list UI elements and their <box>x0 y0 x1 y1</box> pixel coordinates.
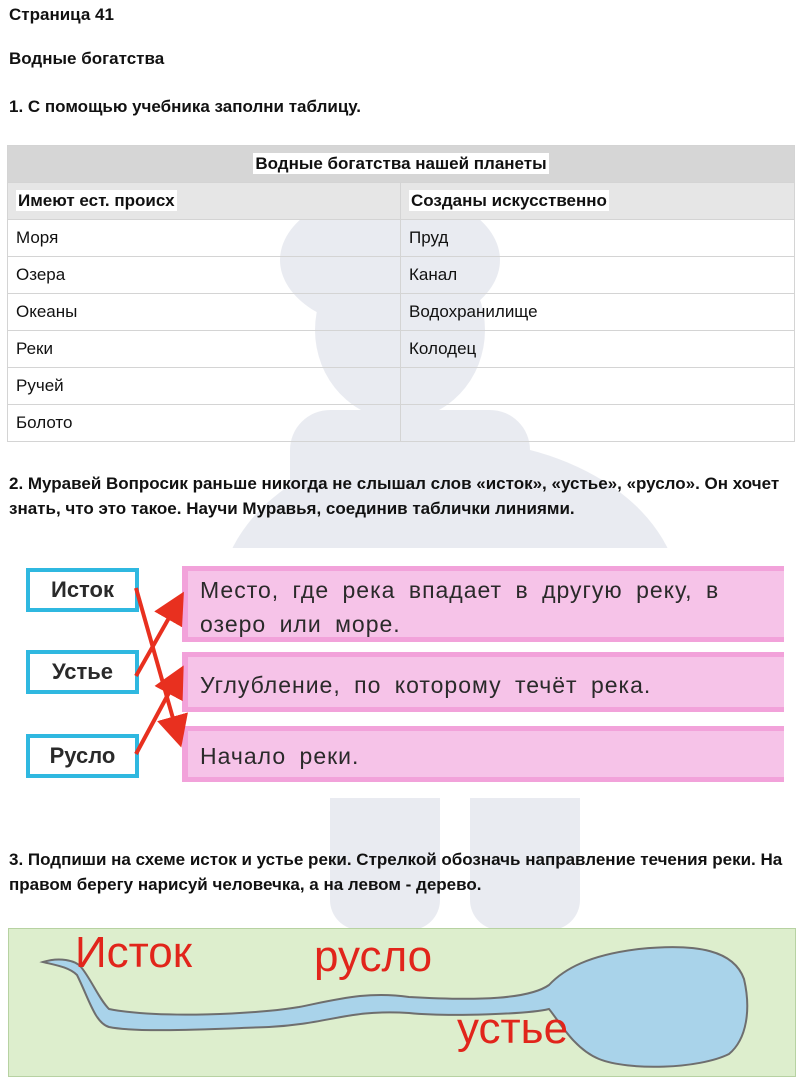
task2-prompt: 2. Муравей Вопросик раньше никогда не слышал слов «исток», «устье», «русло». Он хочет знать, что это такое. Научи Муравья, соединив таблички линиями. <box>9 474 780 518</box>
table-row <box>8 368 795 405</box>
definition-card-riverbed: Углубление, по которому течёт река. <box>182 652 784 712</box>
term-card-source: Исток <box>26 568 139 612</box>
matching-lines <box>8 548 791 798</box>
water-resources-table <box>7 145 795 442</box>
page-title: Страница 41 <box>9 5 114 24</box>
table-cell: Ручей <box>8 368 401 405</box>
diagram-label-mouth: устье <box>457 1004 569 1053</box>
definition-card-mouth: Место, где река впадает в другую реку, в озеро или море. <box>182 566 784 642</box>
definition-card-source: Начало реки. <box>182 726 784 782</box>
table-cell: Пруд <box>401 220 795 257</box>
table-row <box>8 405 795 442</box>
diagram-label-riverbed: русло <box>314 932 433 981</box>
matching-exercise <box>8 548 791 798</box>
table-cell: Моря <box>8 220 401 257</box>
table-cell <box>401 368 795 405</box>
table-cell: Реки <box>8 331 401 368</box>
column-header-natural: Имеют ест. происх <box>8 183 401 220</box>
table-cell: Водохранилище <box>401 294 795 331</box>
topic-title: Водные богатства <box>9 49 165 68</box>
table-cell: Канал <box>401 257 795 294</box>
table-row <box>8 331 795 368</box>
table-row <box>8 294 795 331</box>
table-cell: Болото <box>8 405 401 442</box>
river-diagram <box>8 928 796 1077</box>
table-row <box>8 257 795 294</box>
task3-prompt: 3. Подпиши на схеме исток и устье реки. Стрелкой обозначь направление течения реки. На правом берегу нарисуй человечка, а на левом - дерево. <box>9 850 783 894</box>
term-card-riverbed: Русло <box>26 734 139 778</box>
table-cell <box>401 405 795 442</box>
table-cell: Колодец <box>401 331 795 368</box>
term-card-mouth: Устье <box>26 650 139 694</box>
table-cell: Океаны <box>8 294 401 331</box>
table-cell: Озера <box>8 257 401 294</box>
task1-prompt: 1. С помощью учебника заполни таблицу. <box>9 97 361 116</box>
column-header-artificial: Созданы искусственно <box>401 183 795 220</box>
table-row <box>8 220 795 257</box>
diagram-label-source: Исток <box>75 928 193 977</box>
table-caption: Водные богатства нашей планеты <box>8 146 795 183</box>
